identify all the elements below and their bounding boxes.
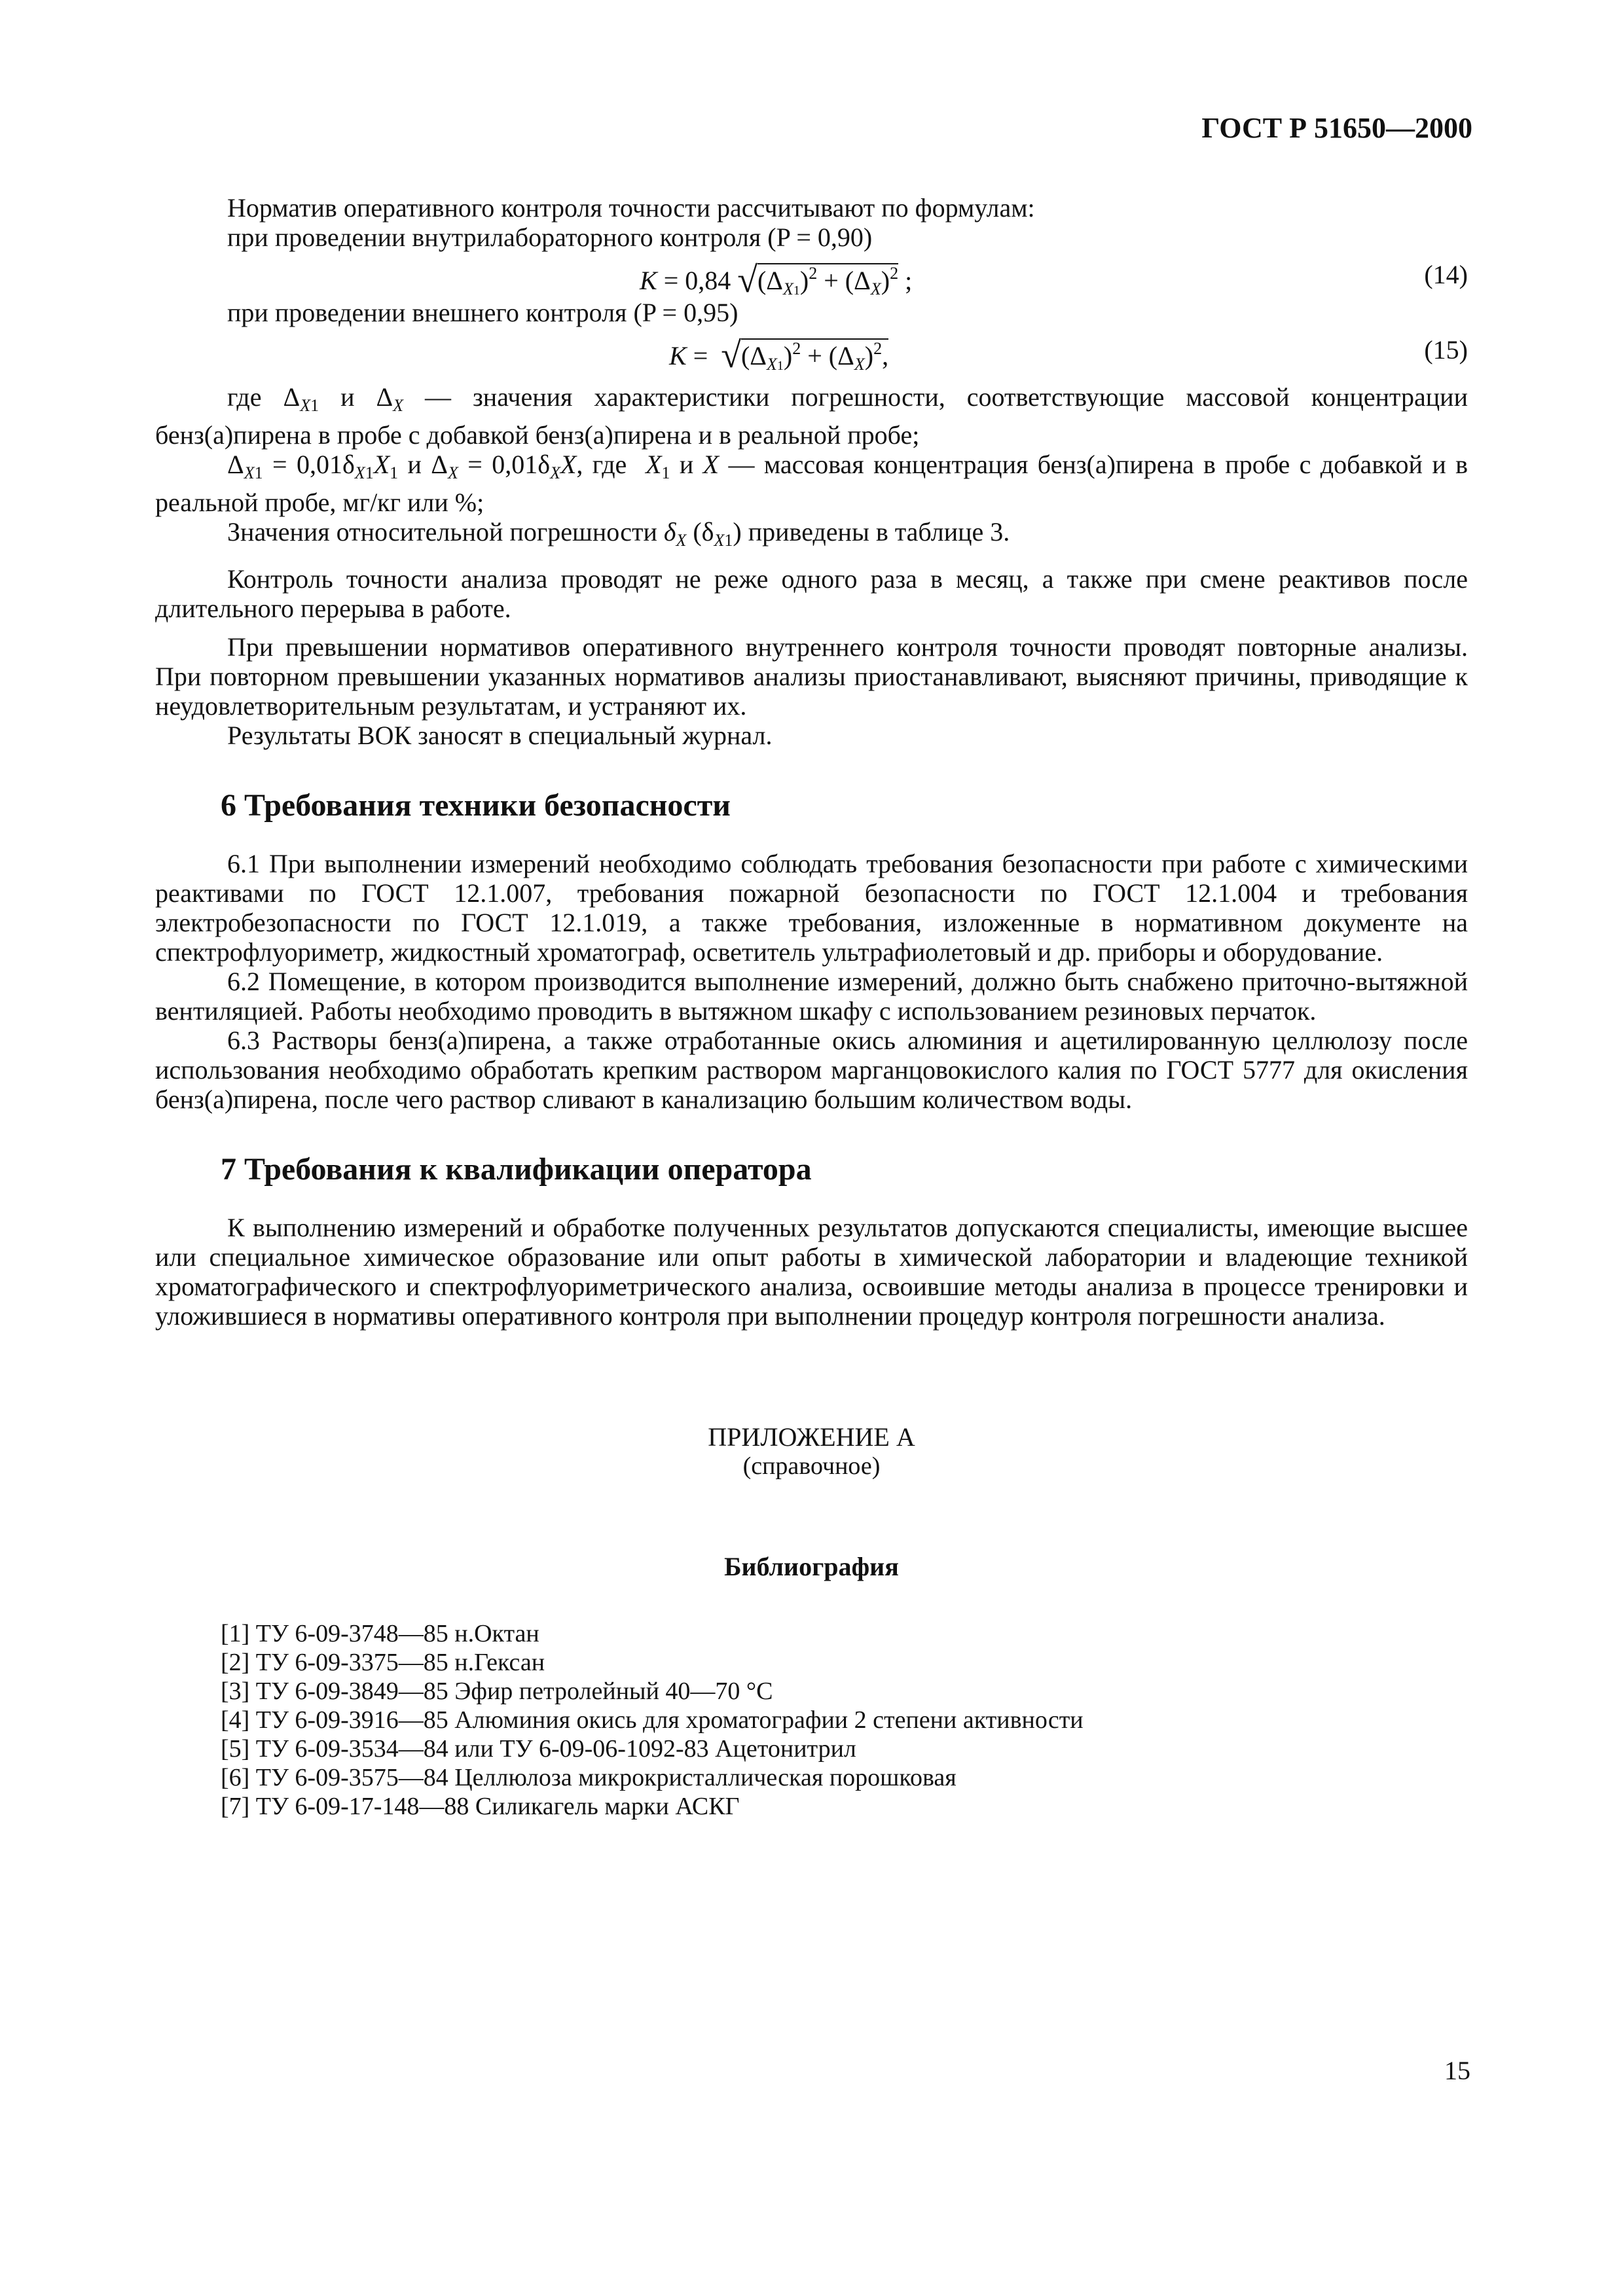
paragraph: где $\Delta_{X1}$ и $\Delta_X$ — значения характеристики погрешности, соответствующие массовой концентрации бенз(а)пирена в пробе с добавкой бенз(а)пирена и в реальной пробе; [155,382,1468,450]
equation-number: (15) [1424,335,1468,365]
paragraph: 6.3 Растворы бенз(а)пирена, а также отработанные окись алюминия и ацетилированную целлюлозу после использования необходимо обработать крепким раствором марганцовокислого калия по ГОСТ 5777 для окисления бенз(а)пирена, после чего раствор сливают в канализацию большим количеством воды. [155,1026,1468,1114]
paragraph: при проведении внешнего контроля (P = 0,95) [227,298,739,327]
equation-number: (14) [1424,260,1468,289]
paragraph: 6.1 При выполнении измерений необходимо соблюдать требования безопасности при работе с химическими реактивами по ГОСТ 12.1.007, требования пожарной безопасности по ГОСТ 12.1.004 и требования электробезопасности по ГОСТ 12.1.019, а также требования, изложенные в нормативном документе на спектрофлуориметр, жидкостный хроматограф, осветитель ультрафиолетовый и др. приборы и оборудование. [155,849,1468,967]
bibliography-title: Библиография [724,1552,899,1581]
paragraph: при проведении внутрилабораторного контроля (P = 0,90) [227,223,873,252]
bibliography-item: [6] ТУ 6-09-3575—84 Целлюлоза микрокристаллическая порошковая [221,1764,957,1791]
section-heading: 6 Требования техники безопасности [221,788,731,823]
appendix-subtitle: (справочное) [742,1452,881,1480]
main-content [155,193,1468,1821]
paragraph: 6.2 Помещение, в котором производится выполнение измерений, должно быть снабжено приточно-вытяжной вентиляцией. Работы необходимо проводить в вытяжном шкафу с использованием резиновых перчаток. [155,967,1468,1026]
bibliography-item: [2] ТУ 6-09-3375—85 н.Гексан [221,1649,545,1676]
appendix-title: ПРИЛОЖЕНИЕ А [708,1422,915,1452]
formula-14: K = 0,84 $√(\Delta_{X1})^2 + (\Delta_X)^2$ ; (14) [640,260,1468,300]
bibliography-item: [5] ТУ 6-09-3534—84 или ТУ 6-09-06-1092-83 Ацетонитрил [221,1735,856,1763]
bibliography-list [221,1619,1468,1821]
paragraph: При превышении нормативов оперативного внутреннего контроля точности проводят повторные анализы. При повторном превышении указанных нормативов анализы приостанавливают, выясняют причины, приводящие к неудовлетворительным результатам, и устраняют их. [155,632,1468,721]
bibliography-item: [4] ТУ 6-09-3916—85 Алюминия окись для хроматографии 2 степени активности [221,1706,1084,1734]
paragraph: $\Delta_{X1} = 0,01\delta_{X1}X_1$ и $\Delta_X = 0,01\delta_XX$, где $X_1$ и X — массовая концентрация бенз(а)пирена в пробе с добавкой и в реальной пробе, мг/кг или %; [155,450,1468,517]
appendix-heading [155,1422,1468,1481]
formula-15: $K = √(\Delta_{X1})^2 + (\Delta_X)^2$, (15) [669,335,1468,376]
section-heading: 7 Требования к квалификации оператора [221,1152,812,1187]
paragraph: Результаты ВОК заносят в специальный журнал. [227,721,773,750]
bibliography-item: [1] ТУ 6-09-3748—85 н.Октан [221,1620,539,1647]
paragraph: К выполнению измерений и обработке полученных результатов допускаются специалисты, имеющие высшее или специальное химическое образование или опыт работы в химической лаборатории и владеющие техникой хроматографического и спектрофлуориметрического анализа, освоившие методы анализа в процессе тренировки и уложившиеся в нормативы оперативного контроля при выполнении процедур контроля погрешности анализа. [155,1213,1468,1331]
document-header: ГОСТ Р 51650—2000 [1201,112,1472,144]
paragraph: Контроль точности анализа проводят не реже одного раза в месяц, а также при смене реактивов после длительного перерыва в работе. [155,564,1468,623]
bibliography-item: [3] ТУ 6-09-3849—85 Эфир петролейный 40—70 °С [221,1677,773,1705]
paragraph: Норматив оперативного контроля точности рассчитывают по формулам: [227,193,1035,223]
bibliography-item: [7] ТУ 6-09-17-148—88 Силикагель марки АСКГ [221,1793,740,1820]
paragraph: Значения относительной погрешности $\delta_X$ $(\delta_{X1})$ приведены в таблице 3. [227,517,1010,550]
page-number: 15 [1444,2056,1470,2085]
